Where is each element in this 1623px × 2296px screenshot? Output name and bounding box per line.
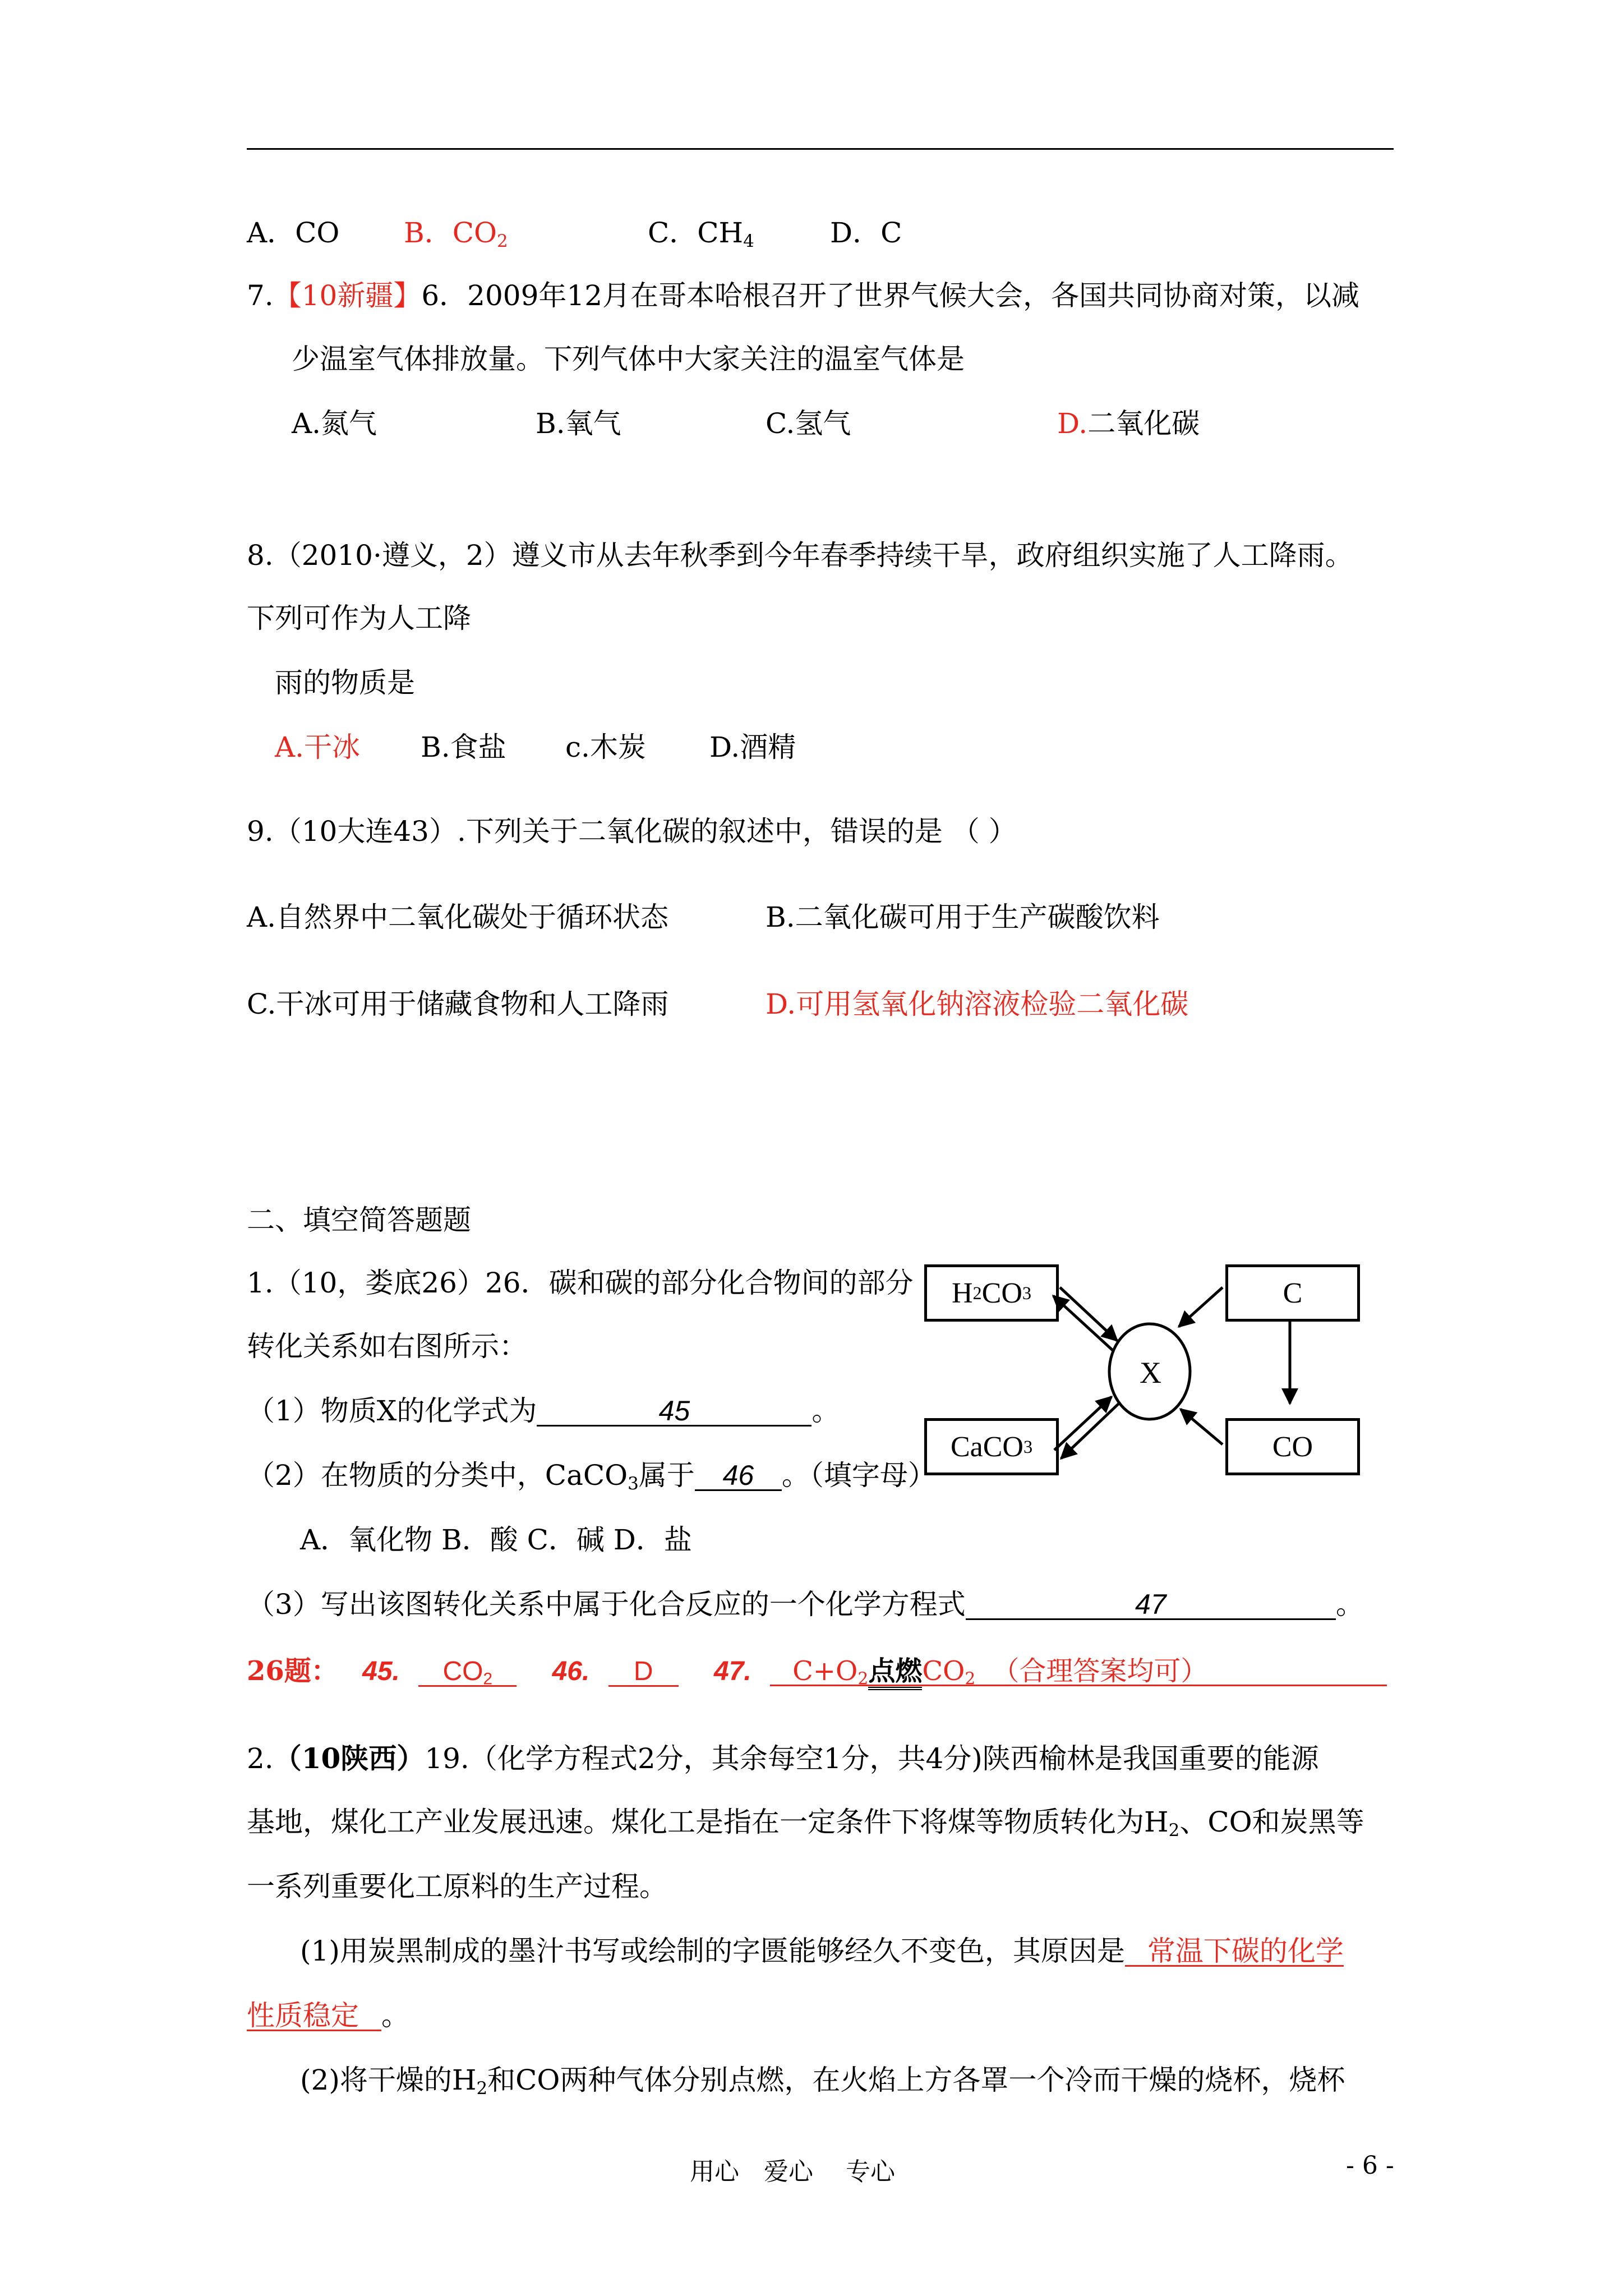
s2q2-line1: 2.（10陕西）19.（化学方程式2分，其余每空1分，共4分)陕西榆林是我国重要的能源	[247, 1742, 1319, 1775]
q8-option-a: A.干冰	[275, 731, 361, 763]
arrow-x-to-h2co3	[1053, 1296, 1113, 1351]
q7-line1: 7.【10新疆】6．2009年12月在哥本哈根召开了世界气候大会，各国共同协商对策，以减	[247, 279, 1360, 312]
q8-line3: 雨的物质是	[275, 666, 415, 699]
page-number: - 6 -	[1346, 2151, 1394, 2180]
q9-option-c: C.干冰可用于储藏食物和人工降雨	[247, 988, 669, 1020]
s2q1-part1: （1）物质X的化学式为 45 。	[247, 1395, 840, 1427]
s2q2-line3: 一系列重要化工原料的生产过程。	[247, 1870, 667, 1903]
footer-center: 用心 爱心 专心	[690, 2157, 895, 2186]
q9-option-b: B.二氧化碳可用于生产碳酸饮料	[766, 901, 1160, 933]
s2q2-line2: 基地，煤化工产业发展迅速。煤化工是指在一定条件下将煤等物质转化为$H_2$、CO和炭黑等	[247, 1806, 1364, 1841]
s2q1-line1: 1.（10，娄底26）26．碳和碳的部分化合物间的部分	[247, 1267, 914, 1299]
node-x-label: X	[1140, 1356, 1161, 1389]
q9-option-a: A.自然界中二氧化碳处于循环状态	[247, 901, 669, 933]
s2q1-options: A．氧化物 B．酸 C．碱 D．盐	[300, 1524, 692, 1556]
q6-option-b: B．$CO_2$	[404, 217, 508, 251]
q8-option-b: B.食盐	[421, 731, 506, 763]
node-h2co3: H 2 CO 3	[924, 1264, 1059, 1322]
q7-option-b: B.氧气	[536, 407, 621, 440]
header-rule	[247, 148, 1394, 150]
q7-line2: 少温室气体排放量。下列气体中大家关注的温室气体是	[292, 343, 965, 375]
s2q1-part2: （2）在物质的分类中，CaCO$_3$属于 46 。（填字母）	[247, 1459, 936, 1494]
q6-option-c: C．$CH_4$	[648, 217, 754, 251]
q9-stem: 9.（10大连43）.下列关于二氧化碳的叙述中，错误的是 （ ）	[247, 815, 1017, 848]
arrow-x-to-caco3	[1061, 1404, 1119, 1458]
q6-option-d: D．C	[830, 217, 902, 249]
answer-26: 26题： 45. $CO_2$ 46. D 47. $C+O_2$点燃$CO_2$ （合理答案均可）	[247, 1658, 1387, 1687]
q8-option-c: c.木炭	[565, 731, 646, 763]
s2q2-part2: (2)将干燥的$H_2$和CO两种气体分别点燃，在火焰上方各罩一个冷而干燥的烧杯，烧杯	[300, 2064, 1345, 2099]
s2q1-part3: （3）写出该图转化关系中属于化合反应的一个化学方程式 47 。	[247, 1588, 1364, 1621]
q8-option-d: D.酒精	[709, 731, 796, 763]
s2q2-part1-cont: 性质稳定 。	[247, 1999, 409, 2032]
node-caco3: CaCO 3	[924, 1418, 1059, 1475]
q7-option-d: D.二氧化碳	[1057, 407, 1200, 440]
q9-option-d: D.可用氢氧化钠溶液检验二氧化碳	[766, 988, 1189, 1020]
s2q1-line2: 转化关系如右图所示：	[247, 1330, 527, 1363]
section-title: 二、填空简答题题	[247, 1204, 471, 1236]
arrow-c-to-x	[1179, 1287, 1223, 1327]
q6-option-a: A．CO	[247, 217, 340, 249]
q7-option-a: A.氮气	[292, 407, 377, 440]
arrow-co-to-x	[1181, 1409, 1223, 1444]
q8-line2: 下列可作为人工降	[247, 602, 471, 634]
arrow-caco3-to-x	[1054, 1397, 1112, 1450]
q8-line1: 8.（2010·遵义，2）遵义市从去年秋季到今年春季持续干旱，政府组织实施了人工降雨。	[247, 539, 1353, 572]
arrow-h2co3-to-x	[1060, 1287, 1117, 1341]
node-co: CO	[1225, 1418, 1360, 1475]
q7-option-c: C.氢气	[766, 407, 851, 440]
s2q2-part1: (1)用炭黑制成的墨汁书写或绘制的字匮能够经久不变色，其原因是 常温下碳的化学	[300, 1935, 1344, 1967]
node-c: C	[1225, 1264, 1360, 1322]
